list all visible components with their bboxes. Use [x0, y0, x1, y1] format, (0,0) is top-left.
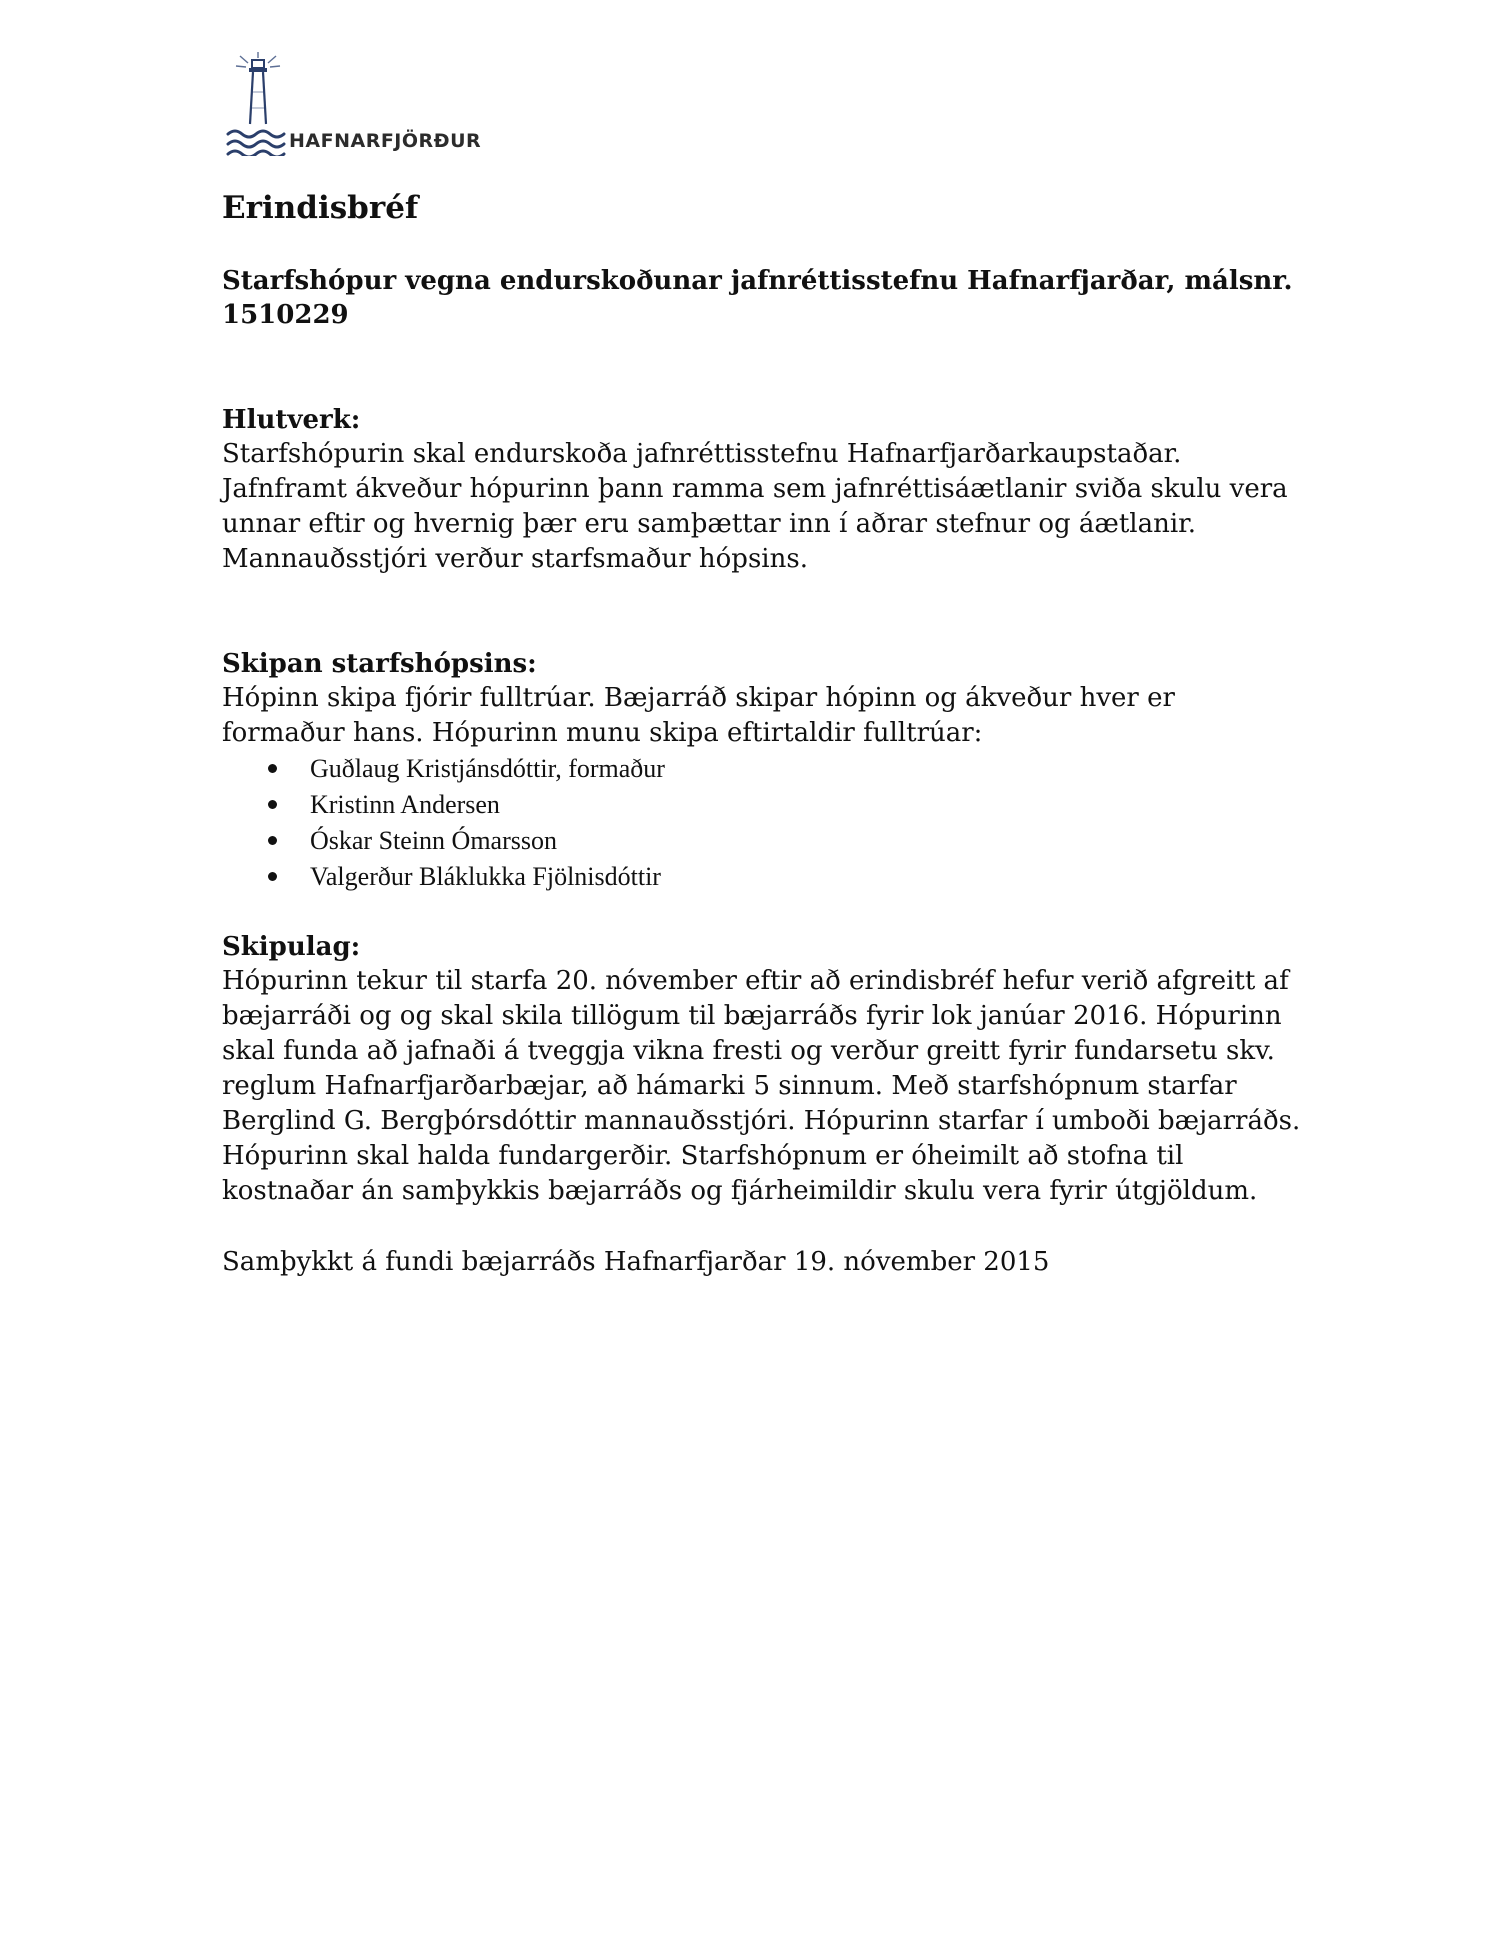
bullet-icon: [268, 800, 277, 809]
member-name: Guðlaug Kristjánsdóttir, formaður: [310, 754, 665, 783]
section-paragraph: Hópurinn tekur til starfa 20. nóvember eftir að erindisbréf hefur verið afgreitt af bæjarráði og og skal skila tillögum til bæjarráðs fyrir lok janúar 2016. Hópurinn skal funda að jafnaði á tveggja vikna fresti og verður greitt fyrir fundarsetu skv. reglum Hafnarfjarðarbæjar, að hámarki 5 sinnum. Með starfshópnum starfar Berglind G. Bergþórsdóttir mannauðsstjóri. Hópurinn starfar í umboði bæjarráðs. Hópurinn skal halda fundargerðir. Starfshópnum er óheimilt að stofna til kostnaðar án samþykkis bæjarráðs og fjárheimildir skulu vera fyrir útgjöldum.: [222, 966, 1301, 1206]
bullet-icon: [268, 872, 277, 881]
logo-wordmark: HAFNARFJÖRÐUR: [289, 130, 482, 152]
list-item: [222, 823, 1302, 859]
list-item: [222, 751, 1302, 787]
section-heading: Hlutverk:: [222, 405, 361, 435]
section-skipan: [222, 647, 1302, 895]
section-heading: Skipan starfshópsins:: [222, 649, 537, 679]
bullet-icon: [268, 764, 277, 773]
document-body: [222, 188, 1302, 1280]
bullet-icon: [268, 836, 277, 845]
document-subject: Starfshópur vegna endurskoðunar jafnréttisstefnu Hafnarfjarðar, málsnr. 1510229: [222, 266, 1293, 330]
member-name: Valgerður Bláklukka Fjölnisdóttir: [310, 862, 661, 891]
approval-line: Samþykkt á fundi bæjarráðs Hafnarfjarðar 19. nóvember 2015: [222, 1247, 1050, 1277]
section-paragraph: Hópinn skipa fjórir fulltrúar. Bæjarráð skipar hópinn og ákveður hver er formaður hans. Hópurinn munu skipa eftirtaldir fulltrúar:: [222, 683, 1175, 748]
member-name: Óskar Steinn Ómarsson: [310, 826, 557, 855]
member-list: [222, 751, 1302, 895]
section-hlutverk: [222, 403, 1302, 577]
section-skipulag: [222, 930, 1302, 1209]
list-item: [222, 787, 1302, 823]
section-paragraph: Mannauðsstjóri verður starfsmaður hópsins.: [222, 544, 808, 574]
section-paragraph: Starfshópurin skal endurskoða jafnréttisstefnu Hafnarfjarðarkaupstaðar. Jafnframt ákveður hópurinn þann ramma sem jafnréttisáætlanir sviða skulu vera unnar eftir og hvernig þær eru samþættar inn í aðrar stefnur og áætlanir.: [222, 439, 1288, 539]
section-heading: Skipulag:: [222, 932, 361, 962]
member-name: Kristinn Andersen: [310, 790, 500, 819]
lighthouse-icon: [226, 52, 290, 156]
hafnarfjordur-logo: [226, 52, 506, 160]
document-title: Erindisbréf: [222, 190, 419, 226]
list-item: [222, 859, 1302, 895]
